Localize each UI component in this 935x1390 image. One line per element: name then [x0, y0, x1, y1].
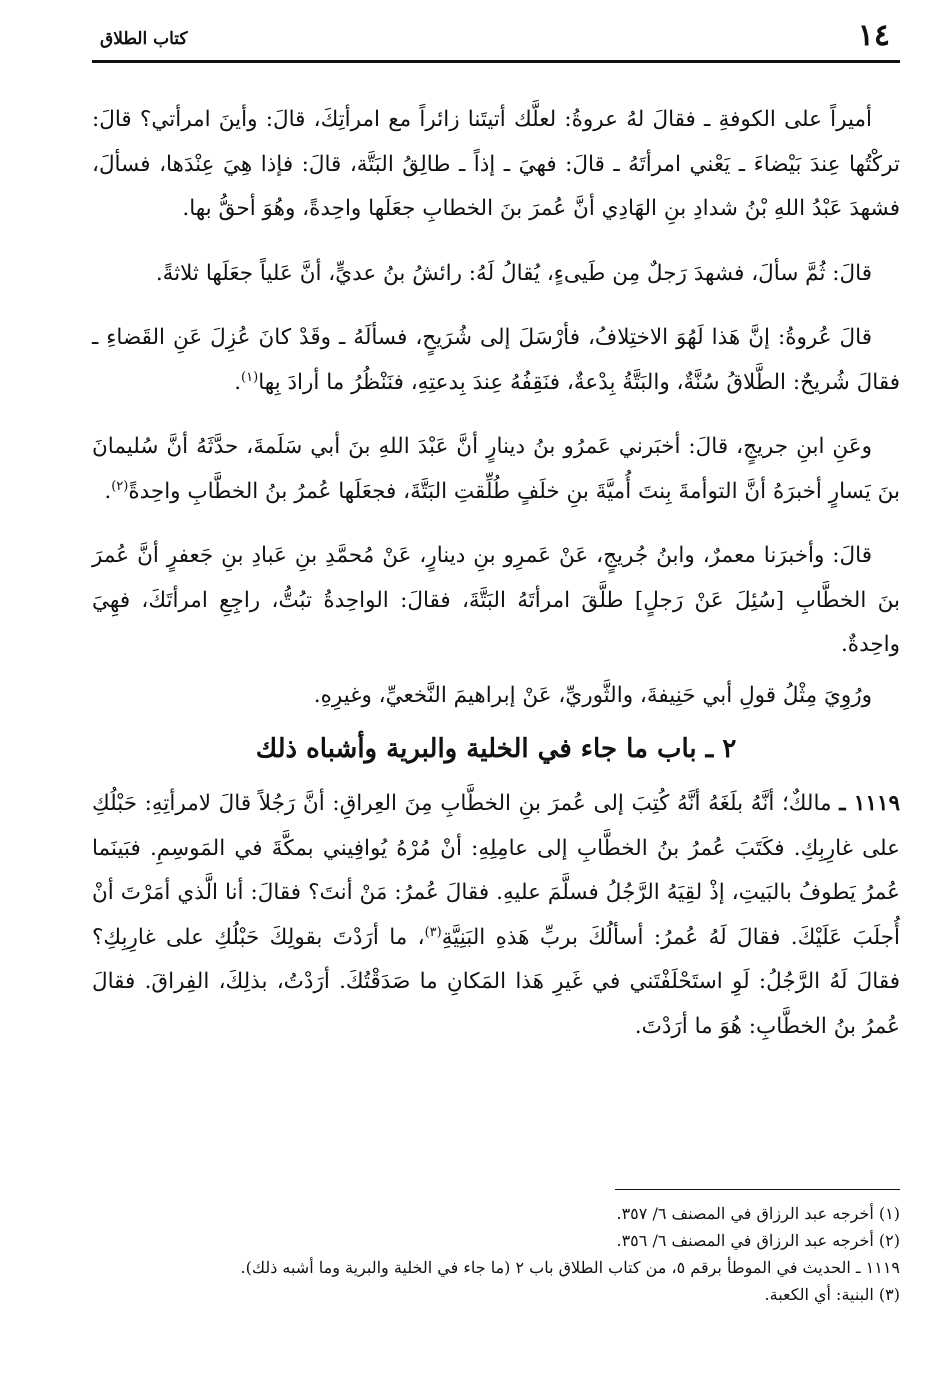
footnote: (٣) البنية: أي الكعبة. — [764, 1285, 900, 1304]
paragraph-text: وعَنِ ابنِ جريجٍ، قالَ: أخبَرني عَمرُو بنُ دينارٍ أنَّ عَبْدَ اللهِ بنَ أبي سَلَمةَ، حدَّثَهُ أنَّ سُليمانَ بنَ يَسارٍ أخبرَهُ أنَّ التوأمةَ بِنتَ أُميَّةَ بنِ خلَفٍ طُلِّقتِ البَتَّةَ، فجعَلَها عُمرُ بنُ الخطَّابِ واحِدةً — [92, 434, 900, 504]
main-text — [92, 98, 900, 1069]
chapter-heading: ٢ ـ باب ما جاء في الخلية والبرية وأشباه ذلك — [255, 734, 737, 764]
hadith-number: ١١١٩ ـ — [839, 791, 900, 816]
footnote: (٢) أخرجه عبد الرزاق في المصنف ٦/ ٣٥٦. — [616, 1231, 900, 1250]
book-title: كتاب الطلاق — [100, 29, 188, 49]
paragraph-text: قالَ: وأخبرَنا معمرٌ، وابنُ جُريجٍ، عَنْ عَمرِو بنِ دينارٍ، عَنْ مُحمَّدِ بنِ عَبادِ بنِ جَعفرٍ أنَّ عُمرَ بنَ الخطَّابِ [سُئِلَ عَنْ رَجلٍ] طلَّقَ امرأتَهُ البَتَّةَ، فقالَ: الواحِدةُ تبُتُّ، راجِعِ امرأتَكَ، فهِيَ واحِدةٌ. — [92, 543, 900, 657]
footnote-ref[interactable]: (١) — [241, 369, 259, 385]
hadith-text: مالكٌ؛ أنَّهُ بلَغَهُ أنَّهُ كُتِبَ إلى عُمرَ بنِ الخطَّابِ مِنَ العِراقِ: أنَّ رَجُلاً قالَ لامرأتِهِ: حَبْلُكِ على غارِبِكِ. فكَتَبَ عُمرُ بنُ الخطَّابِ إلى عامِلِهِ: أنْ مُرْهُ يُوافِيني بمكَّةَ في المَوسِمِ. فبَينَما عُمرُ يَطوفُ بالبَيتِ، إذْ لقِيَهُ الرَّجُلُ فسلَّمَ عليهِ. فقالَ عُمرُ: مَنْ أنتَ؟ فقالَ: أنا الَّذي أمَرْتَ أنْ أُجلَبَ عَلَيْكَ. فقالَ لَهُ عُمرُ: أسألُكَ بربِّ هَذهِ البَنِيَّةِ — [92, 791, 900, 950]
footnote-ref[interactable]: (٢) — [111, 478, 129, 494]
footnotes — [92, 1200, 900, 1308]
paragraph-text: قالَ عُروةُ: إنَّ هَذا لَهُوَ الاختِلافُ، فأرْسَلَ إلى شُرَيحٍ، فسألَهُ ـ وقَدْ كانَ عُزِلَ عَنِ القَضاءِ ـ فقالَ شُريحٌ: الطَّلاقُ سُنَّةٌ، والبَتَّةُ بِدْعةٌ، فنَقِفُهُ عِندَ بِدعتِهِ، فنَنْظُرُ ما أرادَ بِها — [92, 325, 900, 395]
paragraph-text: قالَ: ثُمَّ سألَ، فشهدَ رَجلٌ مِن طَيىءٍ، يُقالُ لَهُ: رائشُ بنُ عديٍّ، أنَّ عَلياً جعَلَها ثلاثةً. — [155, 260, 872, 286]
paragraph — [92, 252, 900, 297]
header-rule — [92, 60, 900, 63]
hadith-text-continued: ، ما أرَدْتَ بقولِكَ حَبْلُكِ على غارِبِكِ؟ فقالَ لَهُ الرَّجُلُ: لَوِ استَحْلَفْتَني في غَيرِ هَذا المَكانِ ما صَدَقْتُكَ. أرَدْتُ، بذلِكَ، الفِراقَ. فقالَ عُمرُ بنُ الخطَّابِ: هُوَ ما أرَدْتَ. — [92, 924, 900, 1039]
footnote-divider — [615, 1189, 900, 1190]
paragraph — [92, 674, 900, 719]
book-page — [92, 12, 900, 1372]
paragraph — [92, 534, 900, 668]
paragraph-text: ورُوِيَ مِثْلُ قولِ أبي حَنِيفةَ، والثَّوريِّ، عَنْ إبراهيمَ النَّخعيِّ، وغيرِهِ. — [313, 682, 872, 708]
footnote: ١١١٩ ـ الحديث في الموطأ برقم ٥، من كتاب الطلاق باب ٢ (ما جاء في الخلية والبرية وما أشبه ذلك). — [240, 1258, 900, 1277]
paragraph: قالَ عُروةُ: إنَّ هَذا لَهُوَ الاختِلافُ، فأرْسَلَ إلى شُرَيحٍ، فسألَهُ ـ وقَدْ كانَ عُزِلَ عَنِ القَضاءِ ـ فقالَ شُريحٌ: الطَّلاقُ سُنَّةٌ، والبَتَّةُ بِدْعةٌ، فنَقِفُهُ عِندَ بِدعتِهِ، فنَنْظُرُ ما أرادَ بِها$^{(١)}$. — [92, 325, 900, 395]
hadith-paragraph — [92, 782, 900, 1049]
paragraph: وعَنِ ابنِ جريجٍ، قالَ: أخبَرني عَمرُو بنُ دينارٍ أنَّ عَبْدَ اللهِ بنَ أبي سَلَمةَ، حدَّثَهُ أنَّ سُليمانَ بنَ يَسارٍ أخبرَهُ أنَّ التوأمةَ بِنتَ أُميَّةَ بنِ خلَفٍ طُلِّقتِ البَتَّةَ، فجعَلَها عُمرُ بنُ الخطَّابِ واحِدةً$^{(٢)}$. — [92, 434, 900, 504]
page-number: ١٤ — [857, 18, 890, 53]
footnote: (١) أخرجه عبد الرزاق في المصنف ٦/ ٣٥٧. — [616, 1204, 900, 1223]
paragraph — [92, 98, 900, 232]
footnote-ref[interactable]: (٣) — [424, 924, 442, 940]
running-header — [92, 12, 900, 64]
paragraph-text: أميراً على الكوفةِ ـ فقالَ لهُ عروةُ: لعلَّك أتيتَنا زائراً مع امرأتِكَ، قالَ: وأينَ امرأتي؟ قالَ: تركْتُها عِندَ بَيْضاءَ ـ يَعْني امرأتَهُ ـ قالَ: فهيَ ـ إذاً ـ طالِقُ البَتَّة، قالَ: فإذا هِيَ عِنْدَها، فسألَ، فشهدَ عَبْدُ اللهِ بْنُ شدادِ بنِ الهَادِي أنَّ عُمرَ بنَ الخطابِ جعَلَها واحِدةً، وهُوَ أحقُّ بها. — [92, 107, 900, 221]
